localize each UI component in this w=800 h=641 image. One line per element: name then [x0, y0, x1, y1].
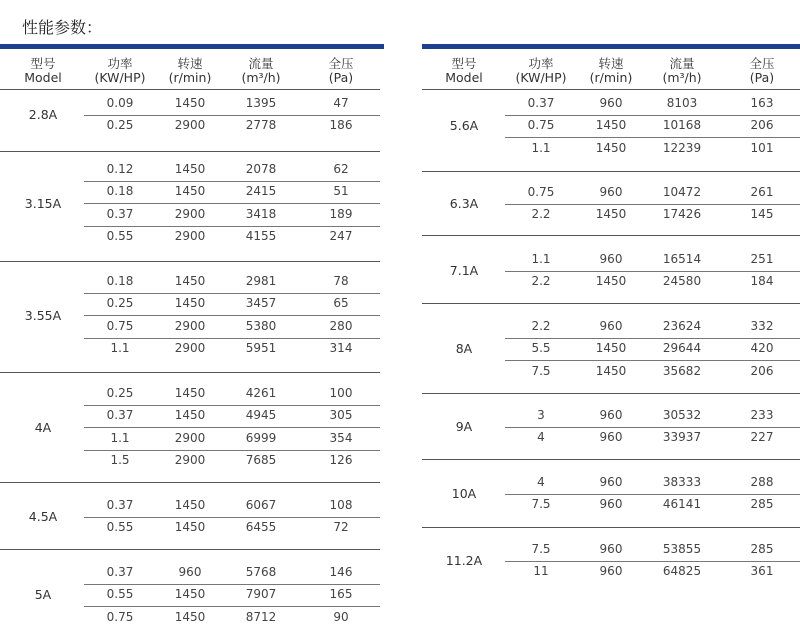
speed-cell: 960 — [599, 319, 623, 333]
flow-cell: 46141 — [662, 497, 702, 512]
flow-cell: 38333 — [662, 475, 702, 489]
pressure-cell: 51 — [333, 184, 349, 199]
flow-cell: 3457 — [245, 296, 277, 311]
pressure-cell: 285 — [750, 542, 774, 556]
model-label: 7.1A — [449, 263, 479, 279]
pressure-cell: 261 — [750, 185, 774, 199]
speed-cell: 960 — [599, 497, 623, 512]
speed-cell: 1450 — [174, 296, 206, 311]
row-divider — [84, 338, 380, 339]
row-divider — [505, 137, 800, 138]
pressure-cell: 227 — [750, 430, 774, 445]
pressure-cell: 233 — [750, 408, 774, 422]
power-cell: 0.25 — [106, 296, 134, 311]
model-label: 11.2A — [445, 553, 483, 569]
group-separator — [422, 235, 800, 236]
header-pressure-cn: 全压 — [749, 56, 775, 71]
flow-cell: 35682 — [662, 363, 702, 378]
pressure-cell: 65 — [333, 296, 349, 311]
group-separator — [0, 151, 380, 152]
header-flow-cn: 流量 — [669, 56, 695, 71]
header-pressure-cn: 全压 — [328, 56, 354, 71]
flow-cell: 4261 — [245, 386, 277, 400]
header-pressure — [717, 57, 800, 85]
pressure-cell: 206 — [750, 118, 774, 133]
group-separator — [422, 393, 800, 394]
flow-cell: 2415 — [245, 184, 277, 199]
flow-cell: 7907 — [245, 587, 277, 602]
speed-cell: 1450 — [174, 96, 206, 110]
row-divider — [505, 494, 800, 495]
header-rule-left — [0, 44, 384, 49]
header-speed-en: (r/min) — [589, 70, 633, 85]
header-power-cn: 功率 — [107, 56, 133, 71]
speed-cell: 2900 — [174, 341, 206, 356]
flow-cell: 5380 — [245, 318, 277, 333]
flow-cell: 2981 — [245, 274, 277, 288]
pressure-cell: 251 — [750, 252, 774, 266]
group-separator — [422, 89, 800, 90]
speed-cell: 960 — [599, 564, 623, 579]
power-cell: 0.12 — [106, 162, 134, 176]
speed-cell: 2900 — [174, 453, 206, 468]
speed-cell: 960 — [178, 565, 202, 579]
flow-cell: 5951 — [245, 341, 277, 356]
header-power-en: (KW/HP) — [515, 70, 567, 85]
speed-cell: 960 — [599, 430, 623, 445]
power-cell: 11 — [533, 564, 549, 579]
row-divider — [505, 204, 800, 205]
flow-cell: 8103 — [666, 96, 698, 110]
flow-cell: 10472 — [662, 185, 702, 199]
row-divider — [84, 226, 380, 227]
row-divider — [505, 427, 800, 428]
model-label: 3.15A — [24, 195, 62, 211]
header-flow-en: (m³/h) — [241, 70, 281, 85]
flow-cell: 6455 — [245, 520, 277, 535]
speed-cell: 1450 — [595, 363, 627, 378]
power-cell: 7.5 — [531, 497, 551, 512]
flow-cell: 6067 — [245, 498, 277, 512]
flow-cell: 2078 — [245, 162, 277, 176]
speed-cell: 1450 — [174, 520, 206, 535]
row-divider — [84, 517, 380, 518]
power-cell: 0.75 — [527, 118, 555, 133]
power-cell: 7.5 — [531, 363, 551, 378]
model-label: 4.5A — [28, 509, 58, 525]
group-separator — [0, 372, 380, 373]
power-cell: 0.18 — [106, 184, 134, 199]
power-cell: 1.5 — [110, 453, 130, 468]
pressure-cell: 90 — [333, 609, 349, 624]
speed-cell: 1450 — [174, 274, 206, 288]
speed-cell: 1450 — [595, 207, 627, 222]
group-separator — [422, 527, 800, 528]
header-pressure-en: (Pa) — [749, 70, 775, 85]
row-divider — [84, 203, 380, 204]
model-label: 4A — [34, 419, 52, 435]
speed-cell: 1450 — [174, 587, 206, 602]
pressure-cell: 189 — [329, 206, 353, 221]
flow-cell: 5768 — [245, 565, 277, 579]
power-cell: 0.37 — [106, 408, 134, 423]
power-cell: 0.18 — [106, 274, 134, 288]
speed-cell: 960 — [599, 252, 623, 266]
group-separator — [422, 171, 800, 172]
flow-cell: 53855 — [662, 542, 702, 556]
group-separator — [0, 261, 380, 262]
speed-cell: 1450 — [595, 274, 627, 289]
row-divider — [84, 293, 380, 294]
pressure-cell: 354 — [329, 430, 353, 445]
power-cell: 2.2 — [531, 207, 551, 222]
power-cell: 0.37 — [527, 96, 555, 110]
pressure-cell: 146 — [329, 565, 353, 579]
header-rule-right — [422, 44, 800, 49]
pressure-cell: 145 — [750, 207, 774, 222]
flow-cell: 30532 — [662, 408, 702, 422]
pressure-cell: 314 — [329, 341, 353, 356]
pressure-cell: 101 — [750, 140, 774, 155]
pressure-cell: 280 — [329, 318, 353, 333]
row-divider — [84, 450, 380, 451]
power-cell: 0.37 — [106, 498, 134, 512]
flow-cell: 17426 — [662, 207, 702, 222]
power-cell: 1.1 — [110, 430, 130, 445]
speed-cell: 1450 — [174, 184, 206, 199]
flow-cell: 8712 — [245, 609, 277, 624]
group-separator — [422, 459, 800, 460]
row-divider — [84, 427, 380, 428]
header-model-en: Model — [24, 70, 62, 85]
model-label: 6.3A — [449, 196, 479, 212]
group-separator — [0, 482, 380, 483]
header-model-cn: 型号 — [30, 56, 56, 71]
speed-cell: 1450 — [174, 408, 206, 423]
model-label: 8A — [455, 341, 473, 357]
flow-cell: 6999 — [245, 430, 277, 445]
power-cell: 7.5 — [531, 542, 551, 556]
flow-cell: 2778 — [245, 118, 277, 133]
speed-cell: 1450 — [174, 162, 206, 176]
row-divider — [505, 360, 800, 361]
power-cell: 3 — [537, 408, 545, 422]
flow-cell: 4945 — [245, 408, 277, 423]
flow-cell: 7685 — [245, 453, 277, 468]
speed-cell: 2900 — [174, 118, 206, 133]
power-cell: 0.25 — [106, 386, 134, 400]
header-flow-cn: 流量 — [248, 56, 274, 71]
model-label: 9A — [455, 419, 473, 435]
pressure-cell: 420 — [750, 341, 774, 356]
flow-cell: 1395 — [245, 96, 277, 110]
power-cell: 1.1 — [531, 140, 551, 155]
power-cell: 0.37 — [106, 206, 134, 221]
row-divider — [84, 315, 380, 316]
pressure-cell: 206 — [750, 363, 774, 378]
power-cell: 0.25 — [106, 118, 134, 133]
pressure-cell: 47 — [333, 96, 349, 110]
power-cell: 2.2 — [531, 274, 551, 289]
row-divider — [505, 115, 800, 116]
flow-cell: 24580 — [662, 274, 702, 289]
pressure-cell: 184 — [750, 274, 774, 289]
speed-cell: 1450 — [174, 609, 206, 624]
flow-cell: 64825 — [662, 564, 702, 579]
flow-cell: 12239 — [662, 140, 702, 155]
power-cell: 0.09 — [106, 96, 134, 110]
model-label: 3.55A — [24, 307, 62, 323]
power-cell: 0.55 — [106, 229, 134, 244]
header-pressure-en: (Pa) — [328, 70, 354, 85]
row-divider — [84, 405, 380, 406]
model-label: 5.6A — [449, 118, 479, 134]
flow-cell: 29644 — [662, 341, 702, 356]
header-model-cn: 型号 — [451, 56, 477, 71]
header-power-en: (KW/HP) — [94, 70, 146, 85]
page-title: 性能参数： — [22, 18, 103, 37]
power-cell: 4 — [537, 475, 545, 489]
header-speed-en: (r/min) — [168, 70, 212, 85]
row-divider — [505, 338, 800, 339]
flow-cell: 4155 — [245, 229, 277, 244]
speed-cell: 960 — [599, 96, 623, 110]
power-cell: 2.2 — [531, 319, 551, 333]
pressure-cell: 108 — [329, 498, 353, 512]
flow-cell: 33937 — [662, 430, 702, 445]
pressure-cell: 163 — [750, 96, 774, 110]
pressure-cell: 305 — [329, 408, 353, 423]
row-divider — [505, 561, 800, 562]
speed-cell: 2900 — [174, 430, 206, 445]
model-label: 10A — [451, 486, 477, 502]
header-flow — [216, 57, 306, 85]
row-divider — [505, 271, 800, 272]
pressure-cell: 126 — [329, 453, 353, 468]
pressure-cell: 247 — [329, 229, 353, 244]
power-cell: 5.5 — [531, 341, 551, 356]
pressure-cell: 186 — [329, 118, 353, 133]
speed-cell: 2900 — [174, 318, 206, 333]
speed-cell: 960 — [599, 542, 623, 556]
speed-cell: 960 — [599, 408, 623, 422]
pressure-cell: 72 — [333, 520, 349, 535]
header-speed-cn: 转速 — [177, 56, 203, 71]
power-cell: 0.55 — [106, 520, 134, 535]
row-divider — [84, 584, 380, 585]
speed-cell: 960 — [599, 475, 623, 489]
group-separator — [0, 549, 380, 550]
pressure-cell: 288 — [750, 475, 774, 489]
power-cell: 0.55 — [106, 587, 134, 602]
header-power-cn: 功率 — [528, 56, 554, 71]
pressure-cell: 165 — [329, 587, 353, 602]
speed-cell: 1450 — [595, 118, 627, 133]
header-speed-cn: 转速 — [598, 56, 624, 71]
speed-cell: 2900 — [174, 229, 206, 244]
row-divider — [84, 181, 380, 182]
pressure-cell: 361 — [750, 564, 774, 579]
power-cell: 0.75 — [106, 609, 134, 624]
header-pressure — [296, 57, 386, 85]
pressure-cell: 332 — [750, 319, 774, 333]
speed-cell: 960 — [599, 185, 623, 199]
header-flow-en: (m³/h) — [662, 70, 702, 85]
pressure-cell: 285 — [750, 497, 774, 512]
row-divider — [84, 606, 380, 607]
flow-cell: 10168 — [662, 118, 702, 133]
speed-cell: 2900 — [174, 206, 206, 221]
pressure-cell: 100 — [329, 386, 353, 400]
group-separator — [422, 303, 800, 304]
flow-cell: 3418 — [245, 206, 277, 221]
group-separator — [0, 89, 380, 90]
flow-cell: 23624 — [662, 319, 702, 333]
pressure-cell: 62 — [333, 162, 349, 176]
header-model-en: Model — [445, 70, 483, 85]
speed-cell: 1450 — [174, 498, 206, 512]
power-cell: 4 — [537, 430, 545, 445]
model-label: 2.8A — [28, 107, 58, 123]
power-cell: 0.75 — [527, 185, 555, 199]
row-divider — [84, 115, 380, 116]
power-cell: 1.1 — [110, 341, 130, 356]
speed-cell: 1450 — [174, 386, 206, 400]
power-cell: 0.37 — [106, 565, 134, 579]
header-flow — [637, 57, 727, 85]
model-label: 5A — [34, 587, 52, 603]
pressure-cell: 78 — [333, 274, 349, 288]
power-cell: 0.75 — [106, 318, 134, 333]
speed-cell: 1450 — [595, 140, 627, 155]
power-cell: 1.1 — [531, 252, 551, 266]
flow-cell: 16514 — [662, 252, 702, 266]
speed-cell: 1450 — [595, 341, 627, 356]
